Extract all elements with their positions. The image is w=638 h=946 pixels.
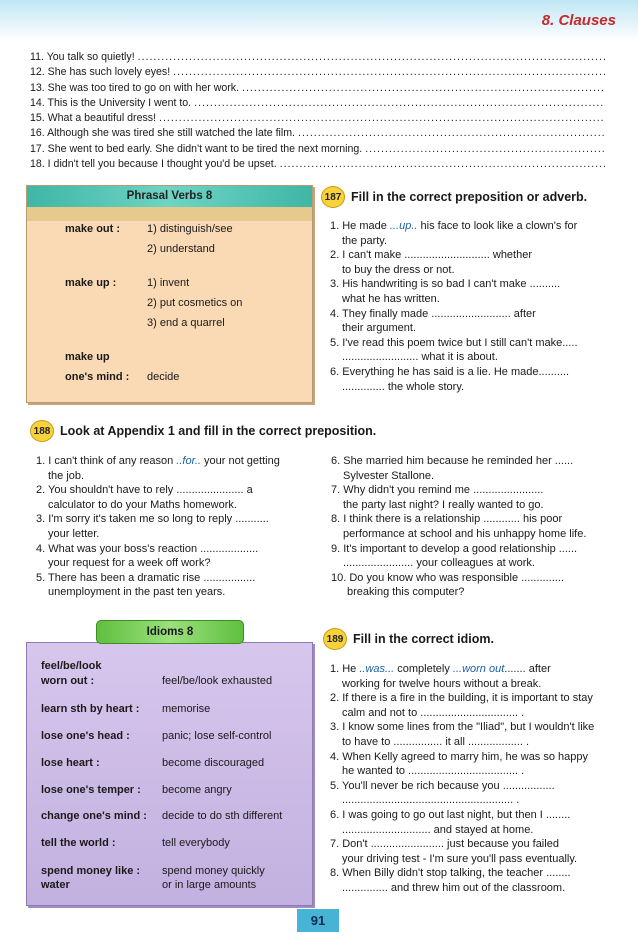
idiom-def: become discouraged	[162, 757, 265, 769]
answer: ..for..	[176, 455, 201, 467]
phrasal-verbs-bar	[27, 207, 312, 221]
term-make-up: make up :	[65, 277, 117, 289]
exercise-187-heading: 187 Fill in the correct preposition or adverb.	[321, 186, 587, 208]
idiom-def: become angry	[162, 784, 232, 796]
idiom-term: tell the world :	[41, 837, 116, 849]
idiom-term: lose one's temper :	[41, 784, 141, 796]
exercise-187: 1. He made ...up.. his face to look like a clown's for the party. 2. I can't make ............................ whether to buy the dress or not. 3. His handwriting is so bad I can't make .......... what he has written. 4. They finally made .......................... after their argument. 5. I've read this poem twice but I still can't make..... ......................... what it is about. 6. Everything he has said is a lie. He made.......... .............. the whole story.	[330, 220, 578, 393]
list-item: 13. She was too tired to go on with her work. .....	[30, 81, 605, 96]
term-make-up-mind: make up	[65, 351, 110, 363]
page-number: 91	[297, 909, 339, 932]
idiom-def: spend money quickly	[162, 865, 265, 877]
idiom-term: water	[41, 879, 70, 891]
exercise-188-right: 6. She married him because he reminded her ...... Sylvester Stallone. 7. Why didn't you remind me ....................... the party last night? I really wanted to go. 8. I think there is a relationship ............ his poor performance at school and his unhappy home life. 9. It's important to develop a good relationship ...... ....................... your colleagues at work. 10. Do you know who was responsible .............. breaking this computer?	[331, 455, 587, 599]
exercise-188-left: 1. I can't think of any reason ..for.. your not getting the job. 2. You shouldn't have to rely ...................... a calculator to do your Maths homework. 3. I'm sorry it's taken me so long to reply ........... your letter. 4. What was your boss's reaction ................... your request for a week off work? 5. There has been a dramatic rise ................. unemployment in the past ten years.	[36, 455, 280, 599]
def: 1) invent	[147, 277, 190, 289]
def: 3) end a quarrel	[147, 317, 225, 329]
idiom-term: spend money like :	[41, 865, 141, 877]
idiom-def: feel/be/look exhausted	[162, 675, 273, 687]
idiom-term: change one's mind :	[41, 810, 147, 822]
phrasal-verbs-box	[26, 185, 313, 403]
idiom-term: learn sth by heart :	[41, 703, 140, 715]
idioms-header: Idioms 8	[96, 620, 244, 644]
def: decide	[147, 371, 180, 383]
list-item: 11. You talk so quietly! .....	[30, 50, 605, 65]
idiom-term: lose one's head :	[41, 730, 130, 742]
answer: ...worn out	[452, 663, 505, 675]
def: 2) understand	[147, 243, 215, 255]
list-item: 14. This is the University I went to. .....	[30, 96, 605, 111]
idiom-term: feel/be/look	[41, 660, 102, 672]
term-make-up-mind: one's mind :	[65, 371, 130, 383]
exercise-189: 1. He ..was... completely ...worn out....... after working for twelve hours without a break. 2. If there is a fire in the building, it is important to stay calm and not to ................................ . 3. I know some lines from the "Iliad", but I wouldn't like to have to ................ it all .................. . 4. When Kelly agreed to marry him, he was so happy he wanted to .................................... . 5. You'll never be rich because you ................. ........................................................ . 6. I was going to go out last night, but then I ........ ............................. and stayed at home. 7. Don't ........................ just because you failed your driving test - I'm sure you'll pass eventually. 8. When Billy didn't stop talking, the teacher ........ ............... and threw him out of the classroom.	[330, 663, 595, 894]
idiom-def: panic; lose self-control	[162, 730, 272, 742]
idiom-term: worn out :	[41, 675, 95, 687]
def: 2) put cosmetics on	[147, 297, 243, 309]
idiom-def: tell everybody	[162, 837, 230, 849]
chapter-title: 8. Clauses	[541, 12, 616, 29]
list-item: 18. I didn't tell you because I thought you'd be upset. .....	[30, 157, 605, 172]
list-item: 15. What a beautiful dress! .....	[30, 111, 605, 126]
idiom-term: lose heart :	[41, 757, 100, 769]
exercise-189-heading: 189 Fill in the correct idiom.	[323, 628, 494, 650]
exercise-number-badge: 187	[321, 186, 345, 208]
list-item: 12. She has such lovely eyes! .....	[30, 65, 605, 80]
phrasal-verbs-header: Phrasal Verbs 8	[27, 186, 312, 207]
idioms-box	[26, 642, 313, 906]
answer: ...up..	[389, 220, 418, 232]
list-item: 17. She went to bed early. She didn't want to be tired the next morning. .....	[30, 142, 605, 157]
term-make-out: make out :	[65, 223, 121, 235]
exercise-188-heading: 188 Look at Appendix 1 and fill in the correct preposition.	[30, 420, 376, 442]
answer: ..was...	[359, 663, 395, 675]
sentence-list	[30, 50, 605, 172]
exercise-number-badge: 188	[30, 420, 54, 442]
def: 1) distinguish/see	[147, 223, 233, 235]
idiom-def: decide to do sth different	[162, 810, 283, 822]
exercise-number-badge: 189	[323, 628, 347, 650]
idiom-def: memorise	[162, 703, 211, 715]
idiom-def: or in large amounts	[162, 879, 257, 891]
list-item: 16. Although she was tired she still watched the late film. .....	[30, 126, 605, 141]
